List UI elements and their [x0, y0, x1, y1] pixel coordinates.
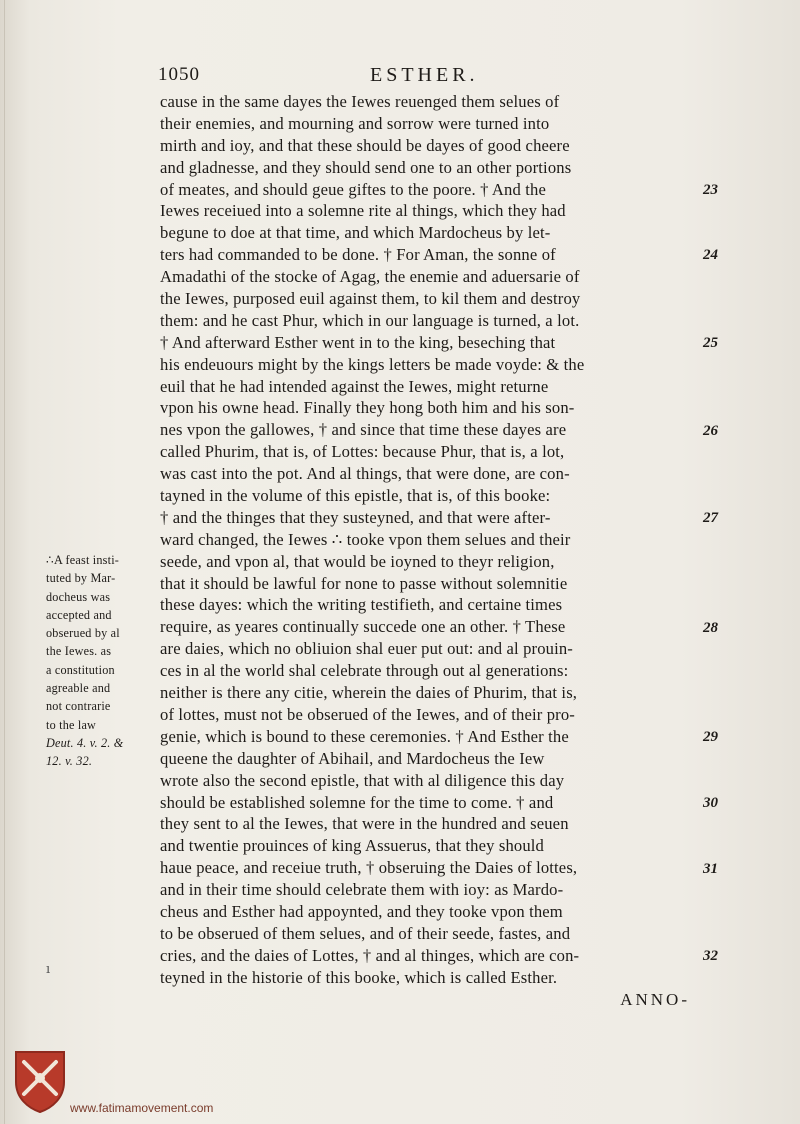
verse-number: 25 — [703, 334, 718, 351]
text-line: seede, and vpon al, that would be ioyned to theyr religion, — [160, 551, 555, 571]
text-line: called Phurim, that is, of Lottes: because Phur, that is, a lot, — [160, 442, 565, 462]
text-line: of lottes, must not be obserued of the Iewes, and of their pro- — [160, 704, 575, 724]
text-line: they sent to al the Iewes, that were in the hundred and seuen — [160, 814, 569, 834]
verse-number: 27 — [703, 510, 718, 527]
text-line: euil that he had intended against the Iewes, might returne — [160, 376, 549, 396]
text-line: of meates, and should geue giftes to the poore. † And the — [160, 179, 546, 199]
page-header — [158, 64, 698, 90]
text-line: begune to doe at that time, and which Mardocheus by let- — [160, 223, 551, 243]
text-line: cries, and the daies of Lottes, † and al thinges, which are con- — [160, 945, 580, 965]
margin-note-line: a constitution — [46, 662, 115, 677]
verse-number: 29 — [703, 729, 718, 746]
margin-note-line: Deut. 4. v. 2. & — [46, 735, 124, 750]
text-line: that it should be lawful for none to passe without solemnitie — [160, 573, 568, 593]
catchword: ANNO- — [620, 989, 690, 1009]
text-line: was cast into the pot. And al things, that were done, are con- — [160, 464, 570, 484]
text-line: should be established solemne for the time to come. † and — [160, 792, 554, 812]
verse-number: 23 — [703, 181, 718, 198]
verse-number: 30 — [703, 794, 718, 811]
margin-note-line: accepted and — [46, 607, 112, 622]
page-edge — [4, 0, 5, 1124]
text-line: cause in the same dayes the Iewes reuenged them selues of — [160, 92, 560, 111]
margin-note-line: not contrarie — [46, 699, 111, 714]
verse-number: 26 — [703, 422, 718, 439]
stray-mark: ı — [46, 962, 51, 977]
papal-seal-icon — [12, 1048, 68, 1114]
text-line: and in their time should celebrate them with ioy: as Mardo- — [160, 880, 564, 900]
running-title: ESTHER. — [370, 64, 479, 86]
margin-note-line: to the law — [46, 717, 97, 732]
text-line: the Iewes, purposed euil against them, to kil them and destroy — [160, 289, 581, 309]
text-line: Iewes receiued into a solemne rite al things, which they had — [160, 201, 566, 221]
text-line: neither is there any citie, wherein the daies of Phurim, that is, — [160, 683, 578, 703]
text-line: † And afterward Esther went in to the king, beseching that — [160, 332, 556, 352]
text-line: to be obserued of them selues, and of their seede, fastes, and — [160, 923, 571, 943]
text-line: are daies, which no obliuion shal euer put out: and al prouin- — [160, 639, 573, 659]
text-line: ters had commanded to be done. † For Aman, the sonne of — [160, 245, 556, 265]
text-line: ces in al the world shal celebrate through out al generations: — [160, 661, 569, 681]
verse-number: 28 — [703, 619, 718, 636]
text-line: vpon his owne head. Finally they hong both him and his son- — [160, 398, 575, 418]
text-line: cheus and Esther had appoynted, and they tooke vpon them — [160, 901, 563, 921]
text-line: † and the thinges that they susteyned, and that were after- — [160, 507, 551, 527]
margin-note-line: 12. v. 32. — [46, 754, 93, 769]
verse-number: 24 — [703, 247, 718, 264]
text-line: these dayes: which the writing testifieth, and certaine times — [160, 595, 563, 615]
text-line: teyned in the historie of this booke, which is called Esther. — [160, 967, 558, 987]
body-text — [160, 91, 700, 1010]
margin-note-line: agreable and — [46, 681, 111, 696]
text-line: them: and he cast Phur, which in our language is turned, a lot. — [160, 310, 580, 330]
page-number: 1050 — [158, 64, 200, 85]
text-line: tayned in the volume of this epistle, that is, of this booke: — [160, 486, 551, 506]
text-line: and gladnesse, and they should send one to an other portions — [160, 157, 572, 177]
text-line: ward changed, the Iewes ∴ tooke vpon them selues and their — [160, 529, 571, 549]
text-line: genie, which is bound to these ceremonies. † And Esther the — [160, 726, 569, 746]
margin-note-line: docheus was — [46, 589, 111, 604]
verse-number: 32 — [703, 948, 718, 965]
margin-note-line: the Iewes. as — [46, 644, 112, 659]
margin-note-line: ∴A feast insti- — [46, 553, 120, 567]
website-link[interactable]: www.fatimamovement.com — [70, 1101, 214, 1115]
margin-note-line: tuted by Mar- — [46, 571, 116, 586]
text-line: wrote also the second epistle, that with al diligence this day — [160, 770, 565, 790]
margin-note-line: obserued by al — [46, 626, 120, 641]
text-line: Amadathi of the stocke of Agag, the enemie and aduersarie of — [160, 267, 580, 287]
verse-number: 31 — [703, 860, 718, 877]
text-line: their enemies, and mourning and sorrow were turned into — [160, 113, 550, 133]
text-line: haue peace, and receiue truth, † obseruing the Daies of lottes, — [160, 858, 578, 878]
text-line: mirth and ioy, and that these should be dayes of good cheere — [160, 135, 570, 155]
margin-note — [46, 551, 156, 771]
text-line: queene the daughter of Abihail, and Mardocheus the Iew — [160, 748, 545, 768]
text-line: require, as yeares continually succede one an other. † These — [160, 617, 566, 637]
text-line: nes vpon the gallowes, † and since that time these dayes are — [160, 420, 567, 440]
text-line: his endeuours might by the kings letters be made voyde: & the — [160, 354, 585, 374]
text-line: and twentie prouinces of king Assuerus, that they should — [160, 836, 545, 856]
